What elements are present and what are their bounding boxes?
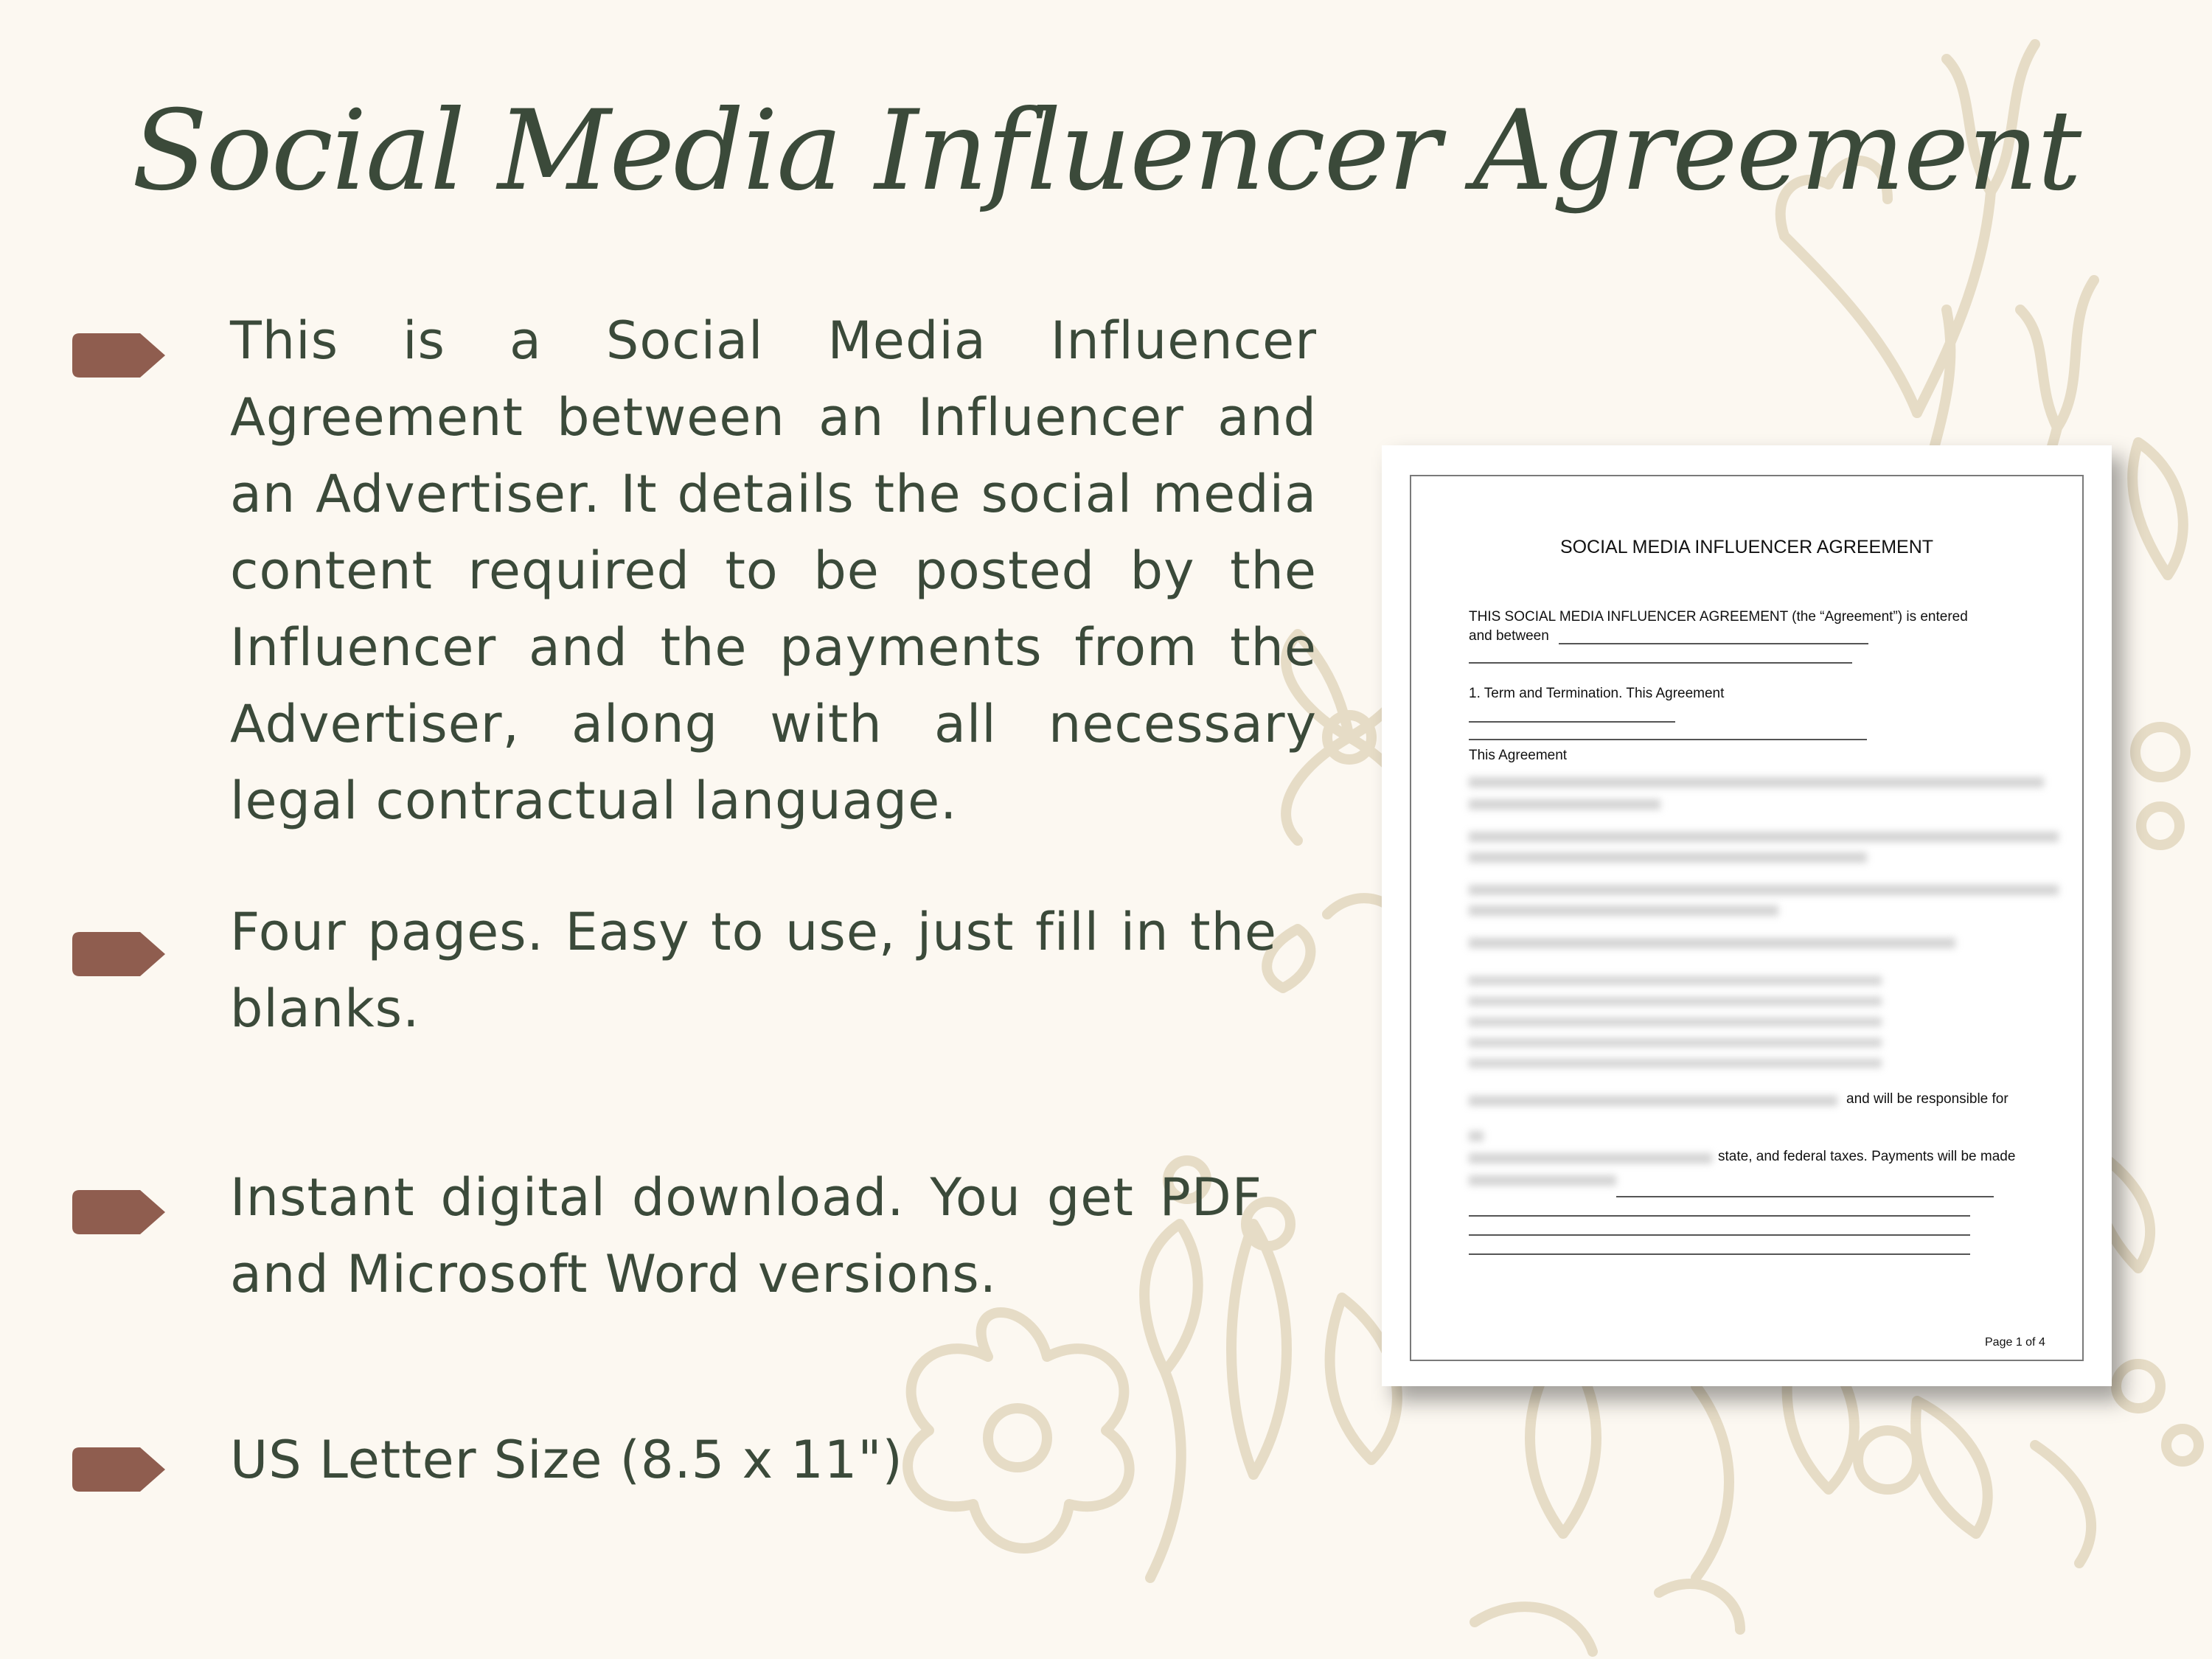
fill-blank-line [1469,1234,1970,1236]
blurred-text [1469,1018,1882,1026]
blurred-text [1469,832,2059,842]
document-body-line: state, and federal taxes. Payments will be made [1718,1149,2016,1164]
blurred-text [1469,976,1882,985]
feature-download: Instant digital download. You get PDF and Microsoft Word versions. [230,1167,1262,1304]
blurred-text [1469,1038,1882,1047]
tag-bullet-icon [72,932,165,976]
page-number: Page 1 of 4 [1985,1336,2045,1349]
blurred-text [1469,1153,1712,1164]
feature-size: US Letter Size (8.5 x 11") [230,1430,903,1490]
blurred-text [1469,1131,1484,1141]
blurred-text [1469,1059,1882,1068]
blurred-text [1469,852,1867,863]
feature-description: This is a Social Media Influencer Agreement between an Influencer and an Advertiser. It details the social media content required to be posted by the Influencer and the payments from the Advertiser, along with all necessary legal contractual language. [230,310,1317,831]
document-term-line: This Agreement [1469,748,1568,763]
blurred-text [1469,799,1660,810]
document-intro-line: THIS SOCIAL MEDIA INFLUENCER AGREEMENT (the “Agreement”) is entered [1469,609,1968,625]
blurred-text [1469,885,2059,895]
fill-blank-line [1469,662,1852,664]
page-title: Social Media Influencer Agreement [131,87,2081,215]
tag-bullet-icon [72,1190,165,1234]
fill-blank-line [1469,1215,1970,1217]
fill-blank-line [1469,739,1867,740]
fill-blank-line [1469,1253,1970,1255]
blurred-text [1469,905,1778,916]
tag-bullet-icon [72,1447,165,1492]
document-body-line: and will be responsible for [1846,1091,2008,1107]
fill-blank-line [1559,643,1868,644]
blurred-text [1469,1096,1837,1106]
document-heading: SOCIAL MEDIA INFLUENCER AGREEMENT [1559,537,1934,557]
tag-bullet-icon [72,333,165,378]
blurred-text [1469,938,1955,948]
document-section-heading: 1. Term and Termination. This Agreement [1469,686,1725,701]
feature-pages: Four pages. Easy to use, just fill in the blanks. [230,902,1277,1039]
blurred-text [1469,1175,1616,1186]
document-intro-line: and between [1469,628,1549,644]
blurred-text [1469,997,1882,1006]
fill-blank-line [1469,721,1675,723]
document-preview [1382,445,2112,1386]
blurred-text [1469,777,2044,787]
document-border [1410,475,2084,1361]
fill-blank-line [1616,1196,1994,1197]
